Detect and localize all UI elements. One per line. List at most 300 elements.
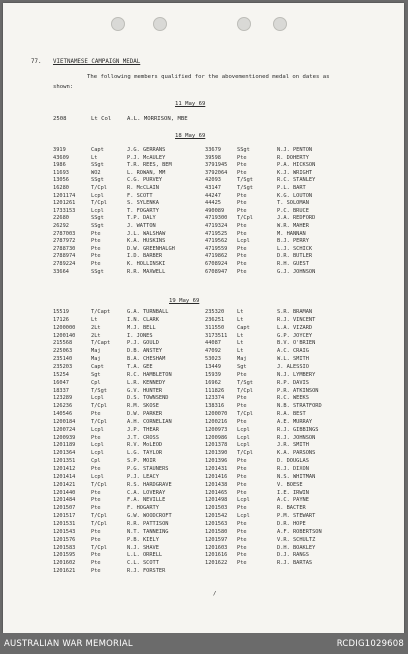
table-row [3,155,404,162]
service-number: 225063 [53,348,73,355]
rank: Pte [237,268,247,275]
member-name: G.V. HUNTER [127,387,163,394]
member-name: T.R. REES, BEM [127,162,172,169]
table-row [3,231,404,238]
member-name: C.L. SCOTT [127,560,159,567]
service-number: 16280 [53,185,69,191]
member-name: R.R. PATTISON [127,520,169,527]
rank: T/Capt [91,309,111,315]
service-number: 2788974 [53,253,76,260]
rank: Capt [237,324,250,331]
rank: Pte [237,200,247,207]
member-name: D.W. GREENHALGH [127,245,175,252]
rank: T/Cpl [91,200,107,207]
rank: Lcpl [237,238,250,245]
member-name: P.C. BRUCE [277,207,309,214]
rank: Pte [91,466,101,472]
rank: Lcpl [237,426,250,433]
service-number: 18337 [53,387,69,394]
service-number: 1201507 [53,505,76,512]
table-row [3,395,404,402]
rank: T/Capt [91,340,111,347]
service-number: 1200000 [53,324,76,331]
rank: Pte [237,230,247,237]
service-number: 235203 [53,363,73,370]
rank: Lt [237,332,244,339]
table-row [3,450,404,457]
rank: Capt [91,363,104,370]
member-name: J.T. CROSS [127,434,159,441]
service-number: 1201622 [205,560,228,567]
service-number: 123374 [205,395,225,402]
table-row [3,529,404,536]
rank: SSgt [237,147,250,153]
service-number: 26292 [53,223,69,229]
punch-hole [273,17,287,31]
member-name: A.F. ROBERTSON [277,528,322,535]
rank: Pte [91,230,101,237]
member-name: R.J. DIXON [277,466,309,472]
rank: Pte [91,261,101,267]
member-name: N.S. WHITMAN [277,473,316,480]
service-number: 4719525 [205,230,228,237]
service-number: 44247 [205,192,221,199]
member-name: R.J. FORSTER [127,568,166,575]
service-number: 1201364 [53,450,76,457]
archive-footer [0,633,408,654]
member-name: G.W. WOODCROFT [127,513,172,520]
service-number: 1201438 [205,481,228,488]
member-name: S.P. MOIR [127,458,156,465]
service-number: 4719300 [205,215,228,222]
rank: SSgt [91,177,104,184]
table-row [3,474,404,481]
table-row [3,466,404,473]
service-number: 1986 [53,162,66,169]
table-row [3,552,404,559]
service-number: 138316 [205,403,225,410]
service-number: 3792064 [205,169,228,176]
service-number: 1201498 [205,497,228,504]
document-heading: VIETNAMESE CAMPAIGN MEDAL [53,59,141,65]
member-name: R.V. MoLEOD [127,442,163,449]
member-name: P.J. GOULD [127,340,159,347]
service-number: 1201621 [53,568,76,575]
rank: Sgt [91,371,101,378]
service-number: 1201602 [53,560,76,567]
table-row [3,372,404,379]
service-number: 2787003 [53,230,76,237]
service-number: 1201583 [53,544,76,551]
service-number: 1201580 [205,528,228,535]
member-name: K.G. LOUTON [277,192,313,199]
member-name: V.R. SCHULTZ [277,536,316,543]
service-number: 126236 [53,403,73,410]
member-name: A.C. CRAIG [277,348,309,355]
table-row [3,348,404,355]
document-page [3,3,404,633]
rank: Pte [237,418,247,425]
member-name: D.H. BOAKLEY [277,544,316,551]
rank: Lt [91,154,98,161]
service-number: 1200973 [205,426,228,433]
table-row [3,537,404,544]
service-number: 33679 [205,147,221,153]
entry-number: 2508 [53,116,67,122]
item-number: 77. [31,59,42,65]
table-row [3,170,404,177]
service-number: 1201390 [205,450,228,457]
service-number: 1201543 [53,528,76,535]
rank: Maj [237,356,247,363]
rank: SSgt [91,223,104,229]
service-number: 33664 [53,268,69,275]
table-row [3,261,404,268]
member-name: V. BOESE [277,481,303,488]
rank: T/Cpl [91,418,107,425]
service-number: 39598 [205,154,221,161]
member-name: F. SCOTT [127,192,153,199]
service-number: 1201412 [53,466,76,472]
member-name: R.J. BARTAS [277,560,313,567]
rank: Pte [91,411,101,418]
member-name: L.L. ORRELL [127,552,163,559]
member-name: D.W. PARKER [127,411,163,418]
member-name: L.R. KENNEDY [127,379,166,386]
member-name: R.J. GIBBINGS [277,426,319,433]
rank: T/Cpl [91,544,107,551]
member-name: L. ROWAN, MM [127,169,166,176]
section-date: 11 May 69 [175,101,206,107]
table-row [3,223,404,230]
rank: Pte [237,261,247,267]
service-number: 13449 [205,363,221,370]
service-number: 16047 [53,379,69,386]
member-name: D.S. TOWNSEND [127,395,169,402]
member-name: I.N. CLARK [127,316,159,323]
member-name: G.P. JOYCEY [277,332,313,339]
rank: Pte [237,520,247,527]
member-name: K.A. HUSKINS [127,238,166,245]
service-number: 6708947 [205,268,228,275]
service-number: 11693 [53,169,69,176]
service-number: 6708924 [205,261,228,267]
service-number: 1201261 [53,200,76,207]
member-name: N.B. STRATFORD [277,403,322,410]
service-number: 15939 [205,371,221,378]
rank: Pte [91,245,101,252]
service-number: 1201465 [205,489,228,496]
service-number: 44425 [205,200,221,207]
rank: Lcpl [91,207,104,214]
service-number: 311550 [205,324,225,331]
service-number: 1200140 [53,332,76,339]
member-name: D.B. ANSTEY [127,348,163,355]
member-name: C.G. PURVEY [127,177,163,184]
member-name: S.R. BRAMAN [277,309,313,315]
rank: Pte [237,528,247,535]
rank: Pte [91,253,101,260]
table-row [3,253,404,260]
rank: Maj [91,356,101,363]
rank: Pte [237,544,247,551]
table-row [3,505,404,512]
rank: Lcpl [91,192,104,199]
rank: T/Sgt [237,379,253,386]
rank: Pte [237,560,247,567]
rank: Lt [91,316,98,323]
member-name: P.J. McAULEY [127,154,166,161]
member-name: R.C. HAMBLETON [127,371,172,378]
table-row [3,458,404,465]
member-name: N.J. LYMBERY [277,371,316,378]
table-row [3,403,404,410]
service-number: 123289 [53,395,73,402]
member-name: G.J. JOHNSON [277,268,316,275]
rank: Lt [237,348,244,355]
service-number: 42093 [205,177,221,184]
service-number: 1201484 [53,497,76,504]
member-name: A.E. MURRAY [277,418,313,425]
member-name: T. SOLOMAN [277,200,309,207]
rank: T/Sgt [237,185,253,191]
service-number: 1201531 [53,520,76,527]
service-number: 1201416 [205,473,228,480]
rank: SSgt [91,162,104,169]
member-name: N.J. PENTON [277,147,313,153]
rank: Pte [237,154,247,161]
rank: Lcpl [237,434,250,441]
service-number: 1201542 [205,513,228,520]
member-name: K. HOLLINSKI [127,261,166,267]
service-number: 1201595 [53,552,76,559]
member-name: D.J. RANGS [277,552,309,559]
rank: T/Cpl [237,387,253,394]
service-number: 1201396 [205,458,228,465]
table-row [3,215,404,222]
table-row [3,200,404,207]
table-row [3,340,404,347]
service-number: 44087 [205,340,221,347]
table-row [3,147,404,154]
member-name: M. HANNAN [277,230,306,237]
rank: Pte [237,505,247,512]
member-name: K.A. PARSONS [277,450,316,457]
member-name: R.H. GUEST [277,261,309,267]
member-name: J.L. WALSHAW [127,230,166,237]
member-name: J. ALESSIO [277,363,309,370]
archive-name: AUSTRALIAN WAR MEMORIAL [4,639,133,649]
member-name: I. JONES [127,332,153,339]
service-number: 53023 [205,356,221,363]
member-name: T.P. DALY [127,215,156,222]
service-number: 17126 [53,316,69,323]
table-row [3,388,404,395]
service-number: 47092 [205,348,221,355]
member-name: L.G. TAYLOR [127,450,163,457]
member-name: W.R. MAHER [277,223,309,229]
rank: T/Cpl [237,450,253,457]
archive-reference: RCDIG1029608 [336,639,404,649]
service-number: 235140 [53,356,73,363]
service-number: 235320 [205,309,225,315]
table-row [3,513,404,520]
member-name: P.B. KIELY [127,536,159,543]
table-row [3,193,404,200]
service-number: 4719559 [205,245,228,252]
rank: Pte [91,238,101,245]
rank: T/Cpl [91,481,107,488]
rank: T/Cpl [91,403,107,410]
table-row [3,356,404,363]
service-number: 43609 [53,154,69,161]
table-row [3,380,404,387]
service-number: 1201378 [205,442,228,449]
service-number: 16962 [205,379,221,386]
member-name: L.J. SCHICK [277,245,313,252]
rank: Pte [237,253,247,260]
member-name: F.A. NEVILLE [127,497,166,504]
rank: Lt [237,316,244,323]
table-row [3,568,404,575]
service-number: 4719862 [205,253,228,260]
rank: Pte [91,536,101,543]
rank: Capt [91,147,104,153]
rank: Lcpl [237,513,250,520]
member-name: P.M. STEWART [277,513,316,520]
rank: Pte [237,481,247,488]
service-number: 4719324 [205,223,228,229]
rank: Sgt [237,363,247,370]
member-name: P.L. BART [277,185,306,191]
member-name: J.G. GERRANS [127,147,166,153]
intro-text: The following members qualified for the abovementioned medal on dates as [87,74,330,80]
member-name: A.C. PAYNE [277,497,309,504]
rank: Pte [237,371,247,378]
member-name: I.E. IRWIN [277,489,309,496]
service-number: 1201189 [53,442,76,449]
rank: Pte [237,192,247,199]
entry-name: A.L. MORRISON, MBE [127,116,188,122]
rank: Pte [91,505,101,512]
table-row [3,325,404,332]
service-number: 3919 [53,147,66,153]
rank: Lcpl [237,442,250,449]
service-number: 3791945 [205,162,228,169]
rank: Pte [237,552,247,559]
rank: Pte [237,466,247,472]
service-number: 1201563 [205,520,228,527]
rank: WO2 [91,169,101,176]
service-number: 15519 [53,309,69,315]
rank: T/Sgt [237,177,253,184]
service-number: 1201616 [205,552,228,559]
service-number: 1201603 [205,544,228,551]
rank: Lcpl [91,473,104,480]
service-number: 2789224 [53,261,76,267]
rank: Pte [91,497,101,504]
rank: Pte [237,245,247,252]
member-name: D. DOUGLAS [277,458,309,465]
rank: Pte [91,489,101,496]
rank: Pte [237,223,247,229]
table-row [3,269,404,276]
member-name: P.R. ATKINSON [277,387,319,394]
rank: Lcpl [91,450,104,457]
table-row [3,238,404,245]
rank: Lcpl [91,442,104,449]
entry-rank: Lt Col [91,116,112,122]
member-name: D.R. HOPE [277,520,306,527]
member-name: J. WATTON [127,223,156,229]
member-name: J.A. REDFORD [277,215,316,222]
member-name: P.J. LEACY [127,473,159,480]
member-name: S. SYLENKA [127,200,159,207]
punch-hole [237,17,251,31]
service-number: 1201414 [53,473,76,480]
rank: T/Cpl [237,215,253,222]
member-name: R. DOHERTY [277,154,309,161]
rank: Pte [237,458,247,465]
intro-text-cont: shown: [53,84,74,90]
rank: T/Cpl [237,411,253,418]
member-name: A.H. CORNELIAN [127,418,172,425]
service-number: 1200724 [53,426,76,433]
member-name: B.J. PERRY [277,238,309,245]
member-name: G.A. TURNBALL [127,309,169,315]
rank: 2Lt [91,332,101,339]
member-name: F. HOGARTY [127,505,159,512]
service-number: 215568 [53,340,73,347]
member-name: R.M. SKOSE [127,403,159,410]
member-name: R. McCLAIN [127,185,159,191]
rank: Lcpl [237,497,250,504]
service-number: 3173511 [205,332,228,339]
member-name: M.J. BELL [127,324,156,331]
rank: Pte [237,473,247,480]
table-row [3,364,404,371]
service-number: 1200939 [53,434,76,441]
member-name: K.J. WRIGHT [277,169,313,176]
rank: Pte [237,489,247,496]
member-name: R.C. WEEKS [277,395,309,402]
member-name: R. BACTER [277,505,306,512]
rank: Pte [237,395,247,402]
member-name: L.A. VIZARD [277,324,313,331]
rank: Pte [237,536,247,543]
service-number: 15254 [53,371,69,378]
rank: Cpl [91,379,101,386]
page-mark: / [213,591,217,597]
member-name: R.C. STANLEY [277,177,316,184]
service-number: 1200986 [205,434,228,441]
table-row [3,162,404,169]
service-number: 4719562 [205,238,228,245]
service-number: 22680 [53,215,69,222]
rank: Pte [237,207,247,214]
rank: Pte [91,560,101,567]
service-number: 1201517 [53,513,76,520]
table-row [3,317,404,324]
table-row [3,246,404,253]
rank: Lt [237,340,244,347]
table-row [3,497,404,504]
member-name: W.L. SMITH [277,356,309,363]
rank: Pte [91,568,101,575]
table-row [3,419,404,426]
table-row [3,521,404,528]
rank: Cpl [91,458,101,465]
